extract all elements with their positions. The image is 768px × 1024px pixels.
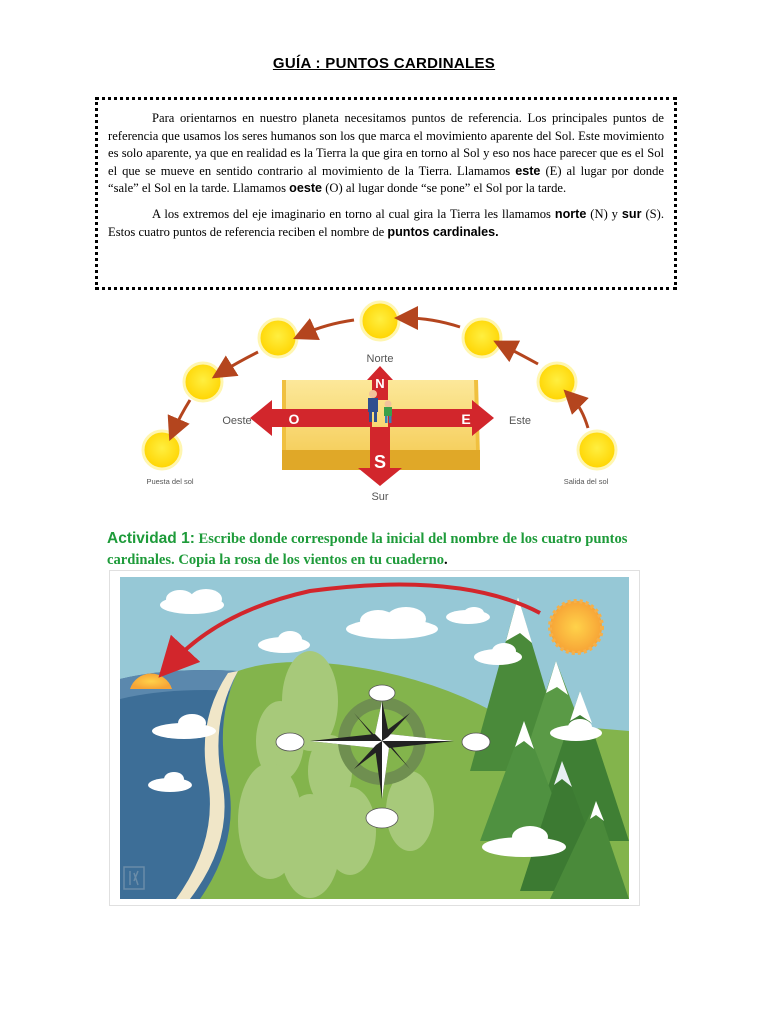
letter-n: N xyxy=(375,376,385,391)
letter-o: O xyxy=(288,411,300,427)
term-este: este xyxy=(515,163,541,178)
label-oeste: Oeste xyxy=(222,415,252,427)
p2-mid2: (S). Estos cuatro puntos de referencia reciben el nombre de xyxy=(108,206,664,239)
answer-oval-east[interactable] xyxy=(462,733,490,751)
activity-lead: Actividad 1: xyxy=(107,530,195,547)
answer-oval-west[interactable] xyxy=(276,733,304,751)
label-este: Este xyxy=(508,415,532,427)
p2-mid1: (N) y xyxy=(590,206,618,221)
label-salida: Salida del sol xyxy=(563,477,609,486)
activity-text: Escribe donde corresponde la inicial del nombre de los cuatro puntos cardinales. Copia la rosa de los vientos en tu cuaderno xyxy=(107,531,628,568)
term-norte: norte xyxy=(554,206,587,221)
intro-paragraph-2 xyxy=(108,206,664,241)
landscape-illustration xyxy=(109,570,640,906)
p2-lead: A los extremos del eje imaginario en torno al cual gira la Tierra les llamamos xyxy=(152,206,551,221)
intro-box xyxy=(95,97,677,290)
p1-end: (O) al lugar donde “se pone” el Sol por la tarde. xyxy=(325,181,567,196)
sun-path-diagram xyxy=(110,296,670,508)
answer-oval-north[interactable] xyxy=(369,685,395,701)
p1-lead: Para orientarnos en nuestro planeta necesitamos puntos de referencia. Los principales puntos de referencia que usamos los seres humanos son los que marca el movimiento aparente del Sol. Este movimiento es solo aparente, ya que en realidad es la Tierra la que gira en torno al Sol y eso nos hace parecer que es el Sol el que se mueve en sentido contrario al movimiento de la Tierra. Llamamos xyxy=(108,111,664,178)
intro-paragraph-1 xyxy=(108,110,664,198)
letter-s: S xyxy=(373,452,387,472)
activity-end: . xyxy=(444,552,448,568)
activity-1 xyxy=(107,528,667,571)
answer-oval-south[interactable] xyxy=(366,808,398,828)
letter-e: E xyxy=(461,411,471,427)
label-sur: Sur xyxy=(371,491,389,503)
term-sur: sur xyxy=(621,206,642,221)
p1-mid: (E) al lugar por donde “sale” el Sol en la tarde. Llamamos xyxy=(108,163,664,196)
term-puntos-cardinales: puntos cardinales. xyxy=(387,224,499,239)
label-puesta: Puesta del sol xyxy=(146,477,194,486)
page-title: GUÍA : PUNTOS CARDINALES xyxy=(272,55,496,72)
label-norte: Norte xyxy=(366,353,394,365)
term-oeste: oeste xyxy=(289,181,323,196)
